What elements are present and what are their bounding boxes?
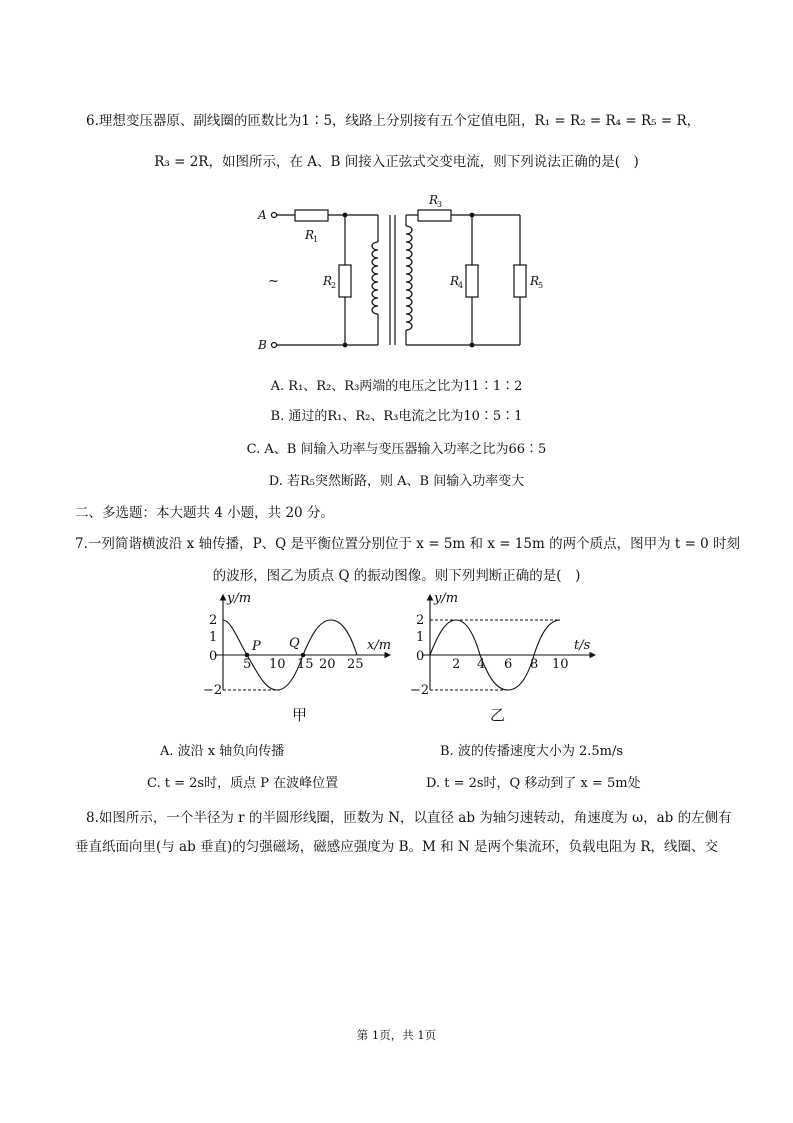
jia-xtick-10: 10 (269, 657, 286, 672)
jia-ytick-0: 0 (209, 649, 218, 664)
r3-sub: 3 (437, 200, 443, 209)
yi-ylabel: y/m (434, 591, 459, 606)
r5-label: R (530, 274, 540, 288)
yi-xtick-2: 2 (452, 657, 461, 672)
q6-option-d: D. 若R₅突然断路，则 A、B 间输入功率变大 (268, 474, 525, 489)
r2-sub: 2 (331, 281, 337, 290)
r5-sub: 5 (538, 281, 544, 290)
yi-ytick-0: 0 (416, 649, 425, 664)
q6-option-b: B. 通过的R₁、R₂、R₃电流之比为10∶5∶1 (270, 409, 523, 424)
jia-xtick-15: 15 (297, 657, 314, 672)
q7-option-d: D. t = 2s时，Q 移动到了 x = 5m处 (426, 776, 641, 791)
yi-xtick-10: 10 (552, 657, 569, 672)
yi-xtick-8: 8 (530, 657, 539, 672)
r4-sub: 4 (458, 281, 464, 290)
r2-label: R (323, 274, 333, 288)
jia-xtick-20: 20 (319, 657, 336, 672)
jia-xtick-25: 25 (347, 657, 364, 672)
jia-xtick-5: 5 (243, 657, 252, 672)
q7-stem-line2: 的波形，图乙为质点 Q 的振动图像。则下列判断正确的是( ) (212, 568, 581, 584)
q8-stem-line1: 8.如图所示，一个半径为 r 的半圆形线圈，匝数为 N，以直径 ab 为轴匀速转动，角速度为 ω，ab 的左侧有 (86, 810, 732, 826)
q7-option-c: C. t = 2s时，质点 P 在波峰位置 (147, 776, 339, 791)
resistor-r2 (339, 265, 351, 297)
r4-label: R (450, 274, 460, 288)
r1-label: R (305, 228, 315, 242)
resistor-r1 (295, 210, 328, 221)
yi-xtick-4: 4 (477, 657, 486, 672)
section-header: 二、多选题：本大题共 4 小题，共 20 分。 (75, 505, 334, 521)
jia-xlabel: x/m (367, 638, 392, 653)
q6-option-c: C. A、B 间输入功率与变压器输入功率之比为66∶5 (246, 442, 547, 457)
q7-option-a: A. 波沿 x 轴负向传播 (160, 744, 285, 759)
r3-label: R (429, 193, 439, 207)
jia-ytick-neg2: −2 (203, 683, 223, 698)
resistor-r4 (466, 265, 478, 297)
terminal-a-label: A (258, 208, 267, 222)
point-q-label: Q (289, 636, 300, 651)
jia-ytick-2: 2 (209, 613, 218, 628)
q8-stem-line2: 垂直纸面向里(与 ab 垂直)的匀强磁场，磁感应强度为 B。M 和 N 是两个集流环，负载电阻为 R，线圈、交 (75, 839, 718, 855)
q7-option-b: B. 波的传播速度大小为 2.5m/s (440, 744, 624, 759)
yi-ytick-neg2: −2 (410, 683, 430, 698)
yi-ytick-1: 1 (416, 630, 425, 645)
terminal-b-label: B (258, 338, 267, 352)
yi-xlabel: t/s (574, 638, 591, 653)
q6-stem-line1: 6.理想变压器原、副线圈的匝数比为1∶5，线路上分别接有五个定值电阻，R₁ = R₂ = R₄ = R₅ = R， (86, 113, 701, 129)
resistor-r5 (514, 265, 526, 297)
yi-xtick-6: 6 (504, 657, 513, 672)
ac-source-symbol: ~ (268, 274, 279, 289)
graph-yi-caption: 乙 (490, 706, 506, 724)
yi-ytick-2: 2 (416, 613, 425, 628)
graph-jia-caption: 甲 (292, 706, 308, 724)
jia-ytick-1: 1 (209, 630, 218, 645)
q6-stem-line2: R₃ = 2R，如图所示，在 A、B 间接入正弦式交变电流，则下列说法正确的是( ) (154, 154, 639, 170)
page-footer: 第 1页，共 1页 (356, 1028, 437, 1042)
jia-ylabel: y/m (227, 591, 252, 606)
point-p-label: P (252, 639, 261, 654)
q7-stem-line1: 7.一列简谐横波沿 x 轴传播，P、Q 是平衡位置分别位于 x = 5m 和 x = 15m 的两个质点，图甲为 t = 0 时刻 (75, 536, 741, 552)
q6-circuit-diagram (250, 190, 550, 360)
resistor-r3 (418, 210, 451, 221)
q7-graph-yi (410, 590, 600, 700)
r1-sub: 1 (313, 235, 319, 244)
q7-graph-jia (205, 590, 395, 700)
q6-option-a: A. R₁、R₂、R₃两端的电压之比为11∶1∶2 (270, 379, 523, 394)
